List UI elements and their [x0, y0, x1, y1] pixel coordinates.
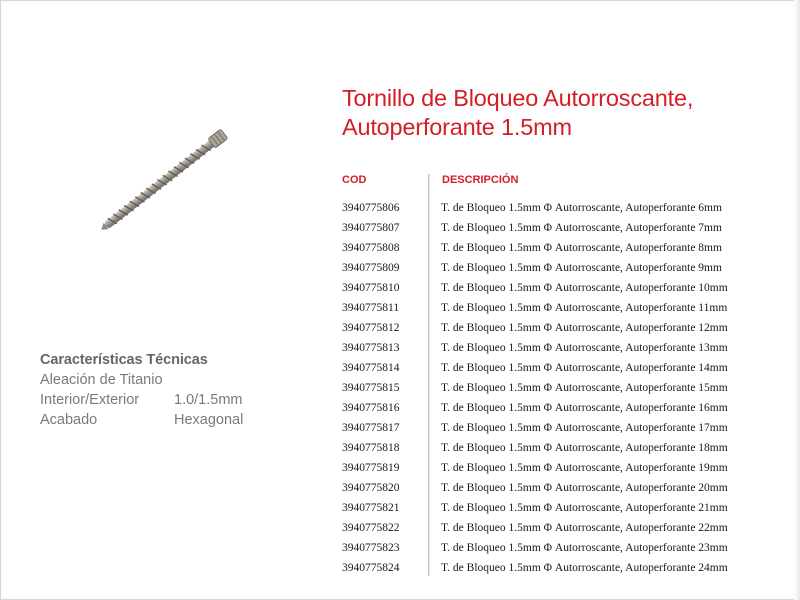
technical-specs [40, 352, 300, 430]
product-description: T. de Bloqueo 1.5mm Φ Autorroscante, Autoperforante 22mm [441, 522, 728, 534]
spec-row [40, 390, 300, 410]
table-row [342, 498, 792, 518]
product-description: T. de Bloqueo 1.5mm Φ Autorroscante, Autoperforante 12mm [441, 322, 728, 334]
table-body [342, 198, 792, 578]
product-description: T. de Bloqueo 1.5mm Φ Autorroscante, Autoperforante 23mm [441, 542, 728, 554]
spec-label: Interior/Exterior [40, 392, 140, 408]
product-code: 3940775810 [342, 282, 400, 294]
product-description: T. de Bloqueo 1.5mm Φ Autorroscante, Autoperforante 24mm [441, 562, 728, 574]
table-row [342, 238, 792, 258]
page-edge-shadow [794, 0, 800, 600]
table-row [342, 278, 792, 298]
product-description: T. de Bloqueo 1.5mm Φ Autorroscante, Autoperforante 14mm [441, 362, 728, 374]
table-row [342, 418, 792, 438]
spec-row [40, 410, 300, 430]
table-row [342, 358, 792, 378]
table-row [342, 538, 792, 558]
product-description: T. de Bloqueo 1.5mm Φ Autorroscante, Autoperforante 8mm [441, 242, 722, 254]
product-code: 3940775817 [342, 422, 400, 434]
product-code: 3940775814 [342, 362, 400, 374]
product-description: T. de Bloqueo 1.5mm Φ Autorroscante, Autoperforante 13mm [441, 342, 728, 354]
product-description: T. de Bloqueo 1.5mm Φ Autorroscante, Autoperforante 16mm [441, 402, 728, 414]
product-code: 3940775806 [342, 202, 400, 214]
product-description: T. de Bloqueo 1.5mm Φ Autorroscante, Autoperforante 20mm [441, 482, 728, 494]
product-description: T. de Bloqueo 1.5mm Φ Autorroscante, Autoperforante 6mm [441, 202, 722, 214]
table-row [342, 218, 792, 238]
product-description: T. de Bloqueo 1.5mm Φ Autorroscante, Autoperforante 17mm [441, 422, 728, 434]
product-code: 3940775808 [342, 242, 400, 254]
table-row [342, 258, 792, 278]
table-row [342, 318, 792, 338]
table-row [342, 398, 792, 418]
product-title-line2: Autoperforante 1.5mm [342, 114, 572, 140]
table-row [342, 438, 792, 458]
header-description: DESCRIPCIÓN [442, 174, 519, 186]
table-header [342, 174, 792, 196]
product-code: 3940775821 [342, 502, 400, 514]
table-row [342, 458, 792, 478]
spec-value: Hexagonal [174, 412, 244, 428]
column-divider [428, 174, 430, 576]
specs-title: Características Técnicas [40, 352, 208, 368]
header-code: COD [342, 174, 367, 186]
product-description: T. de Bloqueo 1.5mm Φ Autorroscante, Autoperforante 10mm [441, 282, 728, 294]
product-code: 3940775823 [342, 542, 400, 554]
product-code: 3940775824 [342, 562, 400, 574]
product-description: T. de Bloqueo 1.5mm Φ Autorroscante, Autoperforante 9mm [441, 262, 722, 274]
product-description: T. de Bloqueo 1.5mm Φ Autorroscante, Autoperforante 7mm [441, 222, 722, 234]
product-code: 3940775815 [342, 382, 400, 394]
product-code: 3940775820 [342, 482, 400, 494]
table-row [342, 378, 792, 398]
product-code: 3940775816 [342, 402, 400, 414]
product-title-line1: Tornillo de Bloqueo Autorroscante, [342, 85, 694, 111]
product-code: 3940775811 [342, 302, 400, 314]
table-row [342, 518, 792, 538]
product-description: T. de Bloqueo 1.5mm Φ Autorroscante, Autoperforante 18mm [441, 442, 728, 454]
bone-screw-image [96, 118, 246, 238]
product-code: 3940775819 [342, 462, 400, 474]
product-description: T. de Bloqueo 1.5mm Φ Autorroscante, Autoperforante 15mm [441, 382, 728, 394]
spec-label: Aleación de Titanio [40, 372, 163, 388]
table-row [342, 338, 792, 358]
product-code: 3940775818 [342, 442, 400, 454]
table-row [342, 478, 792, 498]
product-code-table [342, 174, 792, 578]
product-description: T. de Bloqueo 1.5mm Φ Autorroscante, Autoperforante 19mm [441, 462, 728, 474]
product-code: 3940775822 [342, 522, 400, 534]
table-row [342, 198, 792, 218]
product-code: 3940775807 [342, 222, 400, 234]
spec-label: Acabado [40, 412, 98, 428]
spec-row [40, 370, 300, 390]
spec-value: 1.0/1.5mm [174, 392, 243, 408]
product-description: T. de Bloqueo 1.5mm Φ Autorroscante, Autoperforante 11mm [441, 302, 728, 314]
product-code: 3940775809 [342, 262, 400, 274]
table-row [342, 298, 792, 318]
product-title [342, 84, 782, 142]
product-description: T. de Bloqueo 1.5mm Φ Autorroscante, Autoperforante 21mm [441, 502, 728, 514]
table-row [342, 558, 792, 578]
product-code: 3940775812 [342, 322, 400, 334]
product-code: 3940775813 [342, 342, 400, 354]
